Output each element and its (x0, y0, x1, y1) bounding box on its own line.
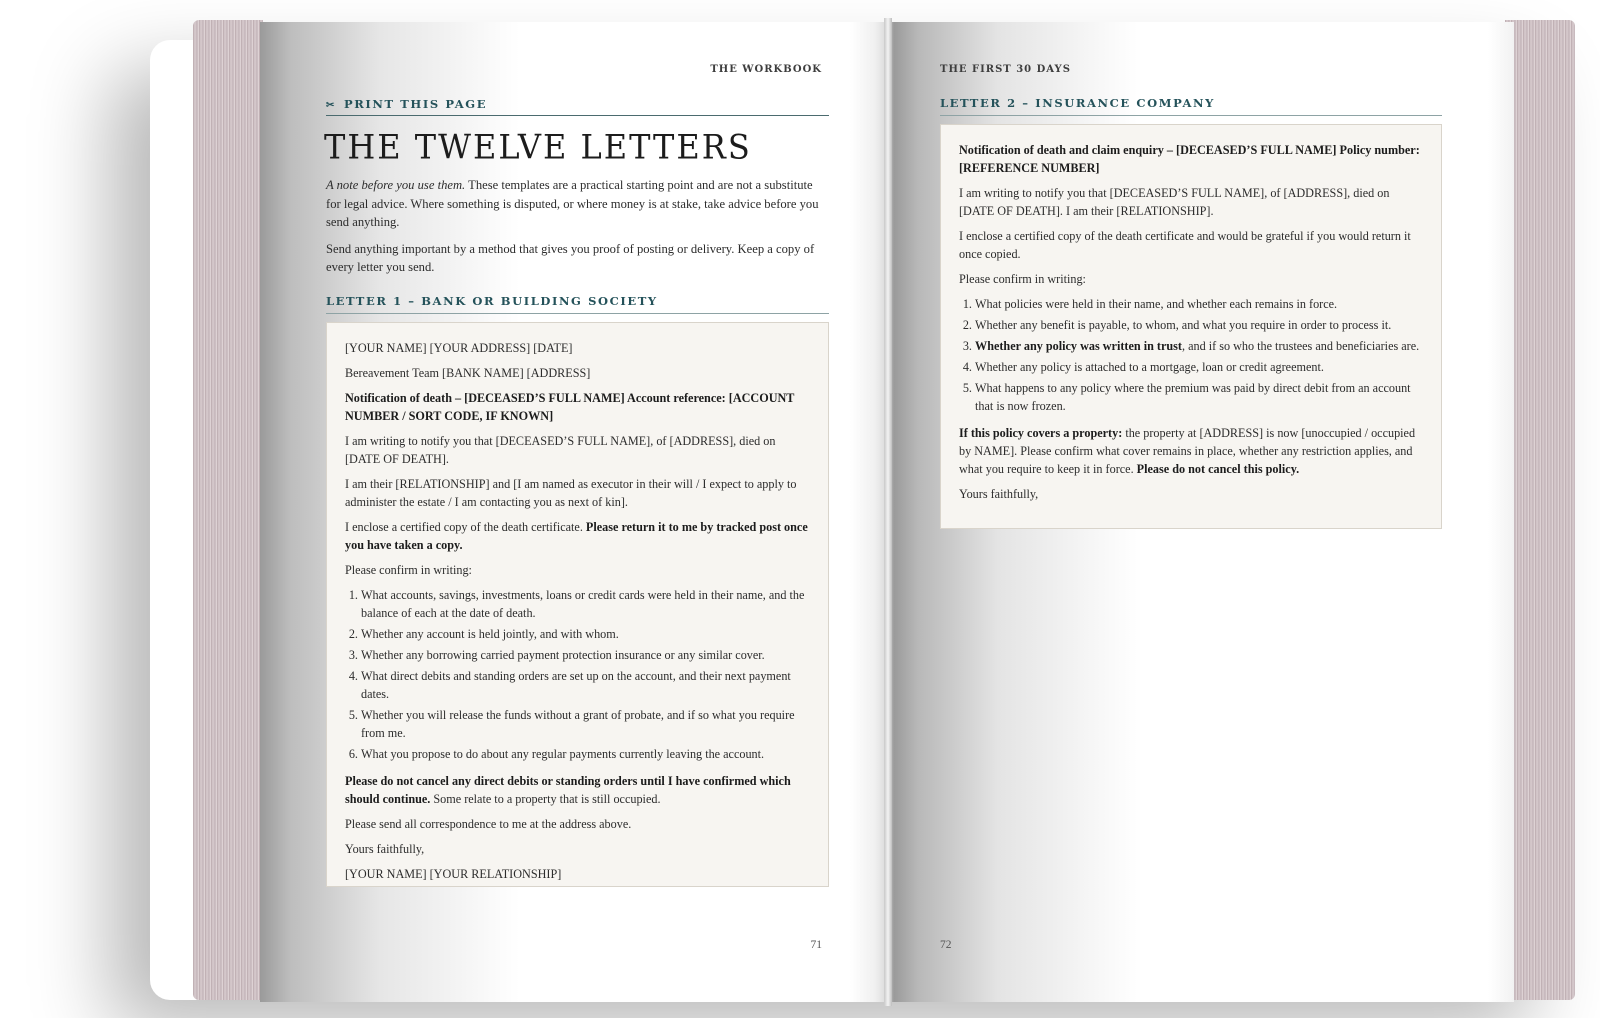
list-item: 1. What policies were held in their name, and whether each remains in force. (975, 295, 1423, 313)
letter-1-para-1: I am writing to notify you that [DECEASED’S FULL NAME], of [ADDRESS], died on [DATE OF DEATH]. (345, 434, 776, 466)
letter-2-para-1: I am writing to notify you that [DECEASED’S FULL NAME], of [ADDRESS], died on [DATE OF DEATH]. I am their [RELATIONSHIP]. (959, 186, 1390, 218)
left-page (260, 22, 888, 1002)
letter-1-subject: Notification of death – [DECEASED’S FULL NAME] Account reference: [ACCOUNT NUMBER / SORT CODE, IF KNOWN] (345, 391, 795, 423)
intro-text (326, 176, 829, 285)
letter-1-recipient: Bereavement Team [BANK NAME] [ADDRESS] (345, 366, 591, 380)
letter-2-para-2: I enclose a certified copy of the death certificate and would be grateful if you would return it once copied. (959, 229, 1411, 261)
letter-1-confirm: Please confirm in writing: (345, 563, 472, 577)
book-spine (884, 18, 892, 1006)
letter-1-heading: LETTER 1 – BANK OR BUILDING SOCIETY (326, 294, 658, 308)
letter-2-rule (940, 115, 1442, 116)
print-this-page-label: ✂ PRINT THIS PAGE (326, 97, 488, 111)
running-head-left: THE WORKBOOK (710, 64, 822, 75)
letter-2-list (959, 295, 1423, 415)
letter-1-box (326, 322, 829, 887)
list-item: 3. Whether any borrowing carried payment protection insurance or any similar cover. (361, 646, 810, 664)
intro-note-italic: A note before you use them. (326, 178, 466, 192)
letter-1-sender: [YOUR NAME] [YOUR ADDRESS] [DATE] (345, 341, 573, 355)
page-number-right: 72 (940, 939, 952, 951)
letter-2-subject: Notification of death and claim enquiry – [DECEASED’S FULL NAME] Policy number: [REFERENCE NUMBER] (959, 143, 1420, 175)
letter-1-para-3: I enclose a certified copy of the death certificate. Please return it to me by tracked post once you have taken a copy. (345, 520, 808, 552)
page-number-left: 71 (810, 939, 822, 951)
list-item: 3. Whether any policy was written in trust, and if so who the trustees and beneficiaries are. (975, 337, 1423, 355)
right-page (888, 22, 1514, 1002)
list-item: 4. Whether any policy is attached to a mortgage, loan or credit agreement. (975, 358, 1423, 376)
right-page-edges (1505, 20, 1575, 1000)
scissors-icon: ✂ (326, 100, 336, 111)
list-item: 4. What direct debits and standing orders are set up on the account, and their next payment dates. (361, 667, 810, 703)
letter-1-list (345, 586, 810, 763)
page-title: THE TWELVE LETTERS (324, 127, 752, 167)
letter-1-correspondence: Please send all correspondence to me at the address above. (345, 817, 632, 831)
letter-1-signature: [YOUR NAME] [YOUR RELATIONSHIP] (345, 867, 562, 881)
letter-2-property: If this policy covers a property: the property at [ADDRESS] is now [unoccupied / occupied by NAME]. Please confirm what cover remains in place, whether any restriction applies, and what you require to keep it in force. Please do not cancel this policy. (959, 426, 1416, 476)
list-item: 5. Whether you will release the funds without a grant of probate, and if so what you require from me. (361, 706, 810, 742)
intro-para-2: Send anything important by a method that gives you proof of posting or delivery. Keep a copy of every letter you send. (326, 241, 815, 274)
list-item: 2. Whether any benefit is payable, to whom, and what you require in order to process it. (975, 316, 1423, 334)
list-item: 5. What happens to any policy where the premium was paid by direct debit from an account that is now frozen. (975, 379, 1423, 415)
intro-note-rest: These templates are a practical starting point and are not a substitute for legal advice. Where something is disputed, or where money is at stake, take advice before you send anything. (326, 178, 819, 229)
letter-1-para-2: I am their [RELATIONSHIP] and [I am named as executor in their will / I expect to apply to administer the estate / I am contacting you as next of kin]. (345, 477, 797, 509)
print-rule (326, 115, 829, 116)
letter-1-warning: Please do not cancel any direct debits or standing orders until I have confirmed which should continue. Some relate to a property that is still occupied. (345, 774, 791, 806)
running-head-right: THE FIRST 30 DAYS (940, 64, 1071, 75)
letter-2-confirm: Please confirm in writing: (959, 272, 1086, 286)
list-item: 6. What you propose to do about any regular payments currently leaving the account. (361, 745, 810, 763)
left-page-edges (193, 20, 263, 1000)
letter-2-box (940, 124, 1442, 529)
letter-2-signoff: Yours faithfully, (959, 487, 1039, 501)
letter-1-signoff: Yours faithfully, (345, 842, 425, 856)
letter-2-heading: LETTER 2 – INSURANCE COMPANY (940, 96, 1215, 110)
intro-note (326, 176, 829, 232)
list-item: 2. Whether any account is held jointly, and with whom. (361, 625, 810, 643)
list-item: 1. What accounts, savings, investments, loans or credit cards were held in their name, and the balance of each at the date of death. (361, 586, 810, 622)
letter-1-rule (326, 313, 829, 314)
